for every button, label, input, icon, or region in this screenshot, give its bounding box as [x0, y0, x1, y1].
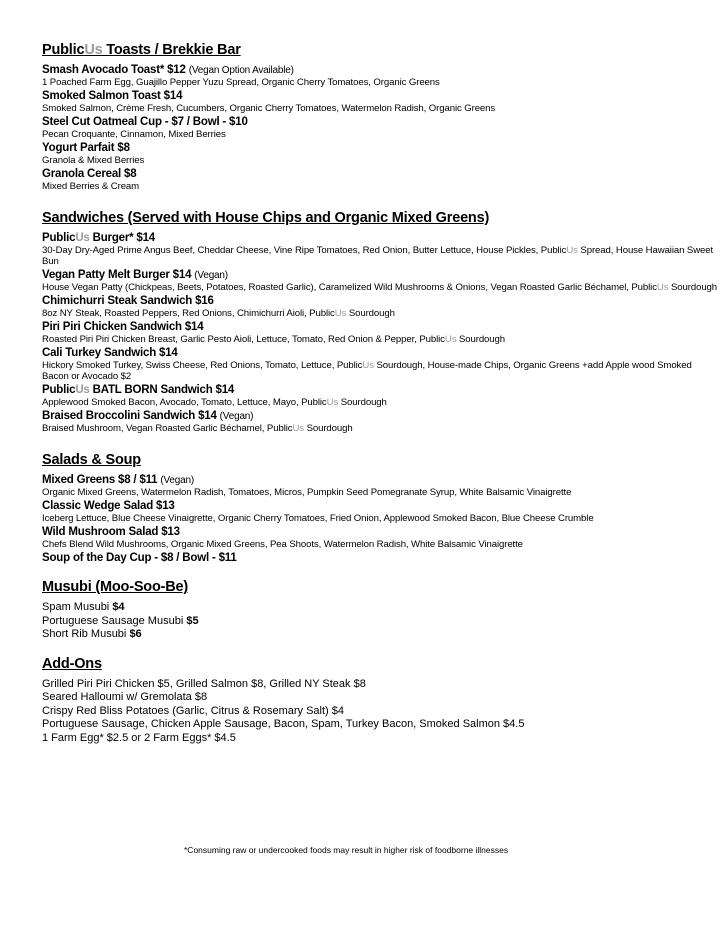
- item-desc: Organic Mixed Greens, Watermelon Radish, Tomatoes, Micros, Pumpkin Seed Pomegranate Syrup, White Balsamic Vinaigrette: [42, 487, 572, 498]
- item-desc: Granola & Mixed Berries: [42, 155, 145, 166]
- item-name: PublicUs BATL BORN Sandwich $14: [42, 384, 235, 396]
- item-desc: Hickory Smoked Turkey, Swiss Cheese, Red Onions, Tomato, Lettuce, PublicUs Sourdough, House-made Chips, Organic Greens +add Apple wood Smoked Bacon or Avocado $2: [42, 360, 692, 382]
- section-title-musubi: Musubi (Moo-Soo-Be): [42, 579, 189, 595]
- menu-item: [42, 269, 720, 293]
- item-name: Smash Avocado Toast* $12: [42, 64, 186, 76]
- addon-item: Grilled Piri Piri Chicken $5, Grilled Salmon $8, Grilled NY Steak $8: [42, 677, 366, 690]
- menu-item: [42, 90, 720, 114]
- menu-item: [42, 526, 720, 550]
- item-name: Cali Turkey Sandwich $14: [42, 347, 178, 359]
- section-title-addons: Add-Ons: [42, 655, 102, 672]
- section-toasts: [42, 42, 720, 192]
- menu-item: [42, 295, 720, 319]
- item-name: Chimichurri Steak Sandwich $16: [42, 295, 214, 307]
- section-title-toasts: PublicUs Toasts / Brekkie Bar: [42, 42, 241, 58]
- menu-item: [42, 500, 720, 524]
- item-price: $4: [112, 601, 125, 613]
- menu-item: [42, 552, 720, 565]
- item-note: (Vegan): [194, 270, 228, 281]
- item-name: Steel Cut Oatmeal Cup - $7 / Bowl - $10: [42, 116, 248, 128]
- item-price: $5: [186, 614, 199, 627]
- item-desc: Braised Mushroom, Vegan Roasted Garlic Béchamel, PublicUs Sourdough: [42, 423, 353, 434]
- footer-disclaimer: *Consuming raw or undercooked foods may result in higher risk of foodborne illnesses: [184, 845, 509, 855]
- section-title-salads: Salads & Soup: [42, 452, 141, 468]
- item-desc: Roasted Piri Piri Chicken Breast, Garlic Pesto Aioli, Lettuce, Tomato, Red Onion & Pepper, PublicUs Sourdough: [42, 334, 505, 345]
- item-name: PublicUs Burger* $14: [42, 232, 155, 244]
- item-name: Smoked Salmon Toast $14: [42, 90, 183, 102]
- section-addons: [42, 656, 720, 746]
- item-name: Vegan Patty Melt Burger $14: [42, 269, 192, 281]
- addon-item: 1 Farm Egg* $2.5 or 2 Farm Eggs* $4.5: [42, 731, 236, 744]
- item-desc: 1 Poached Farm Egg, Guajillo Pepper Yuzu Spread, Organic Cherry Tomatoes, Organic Greens: [42, 77, 440, 88]
- section-sandwiches: [42, 210, 720, 434]
- menu-item: [42, 321, 720, 345]
- menu-item: [42, 615, 720, 629]
- item-desc: Mixed Berries & Cream: [42, 181, 140, 192]
- menu-item: [42, 116, 720, 140]
- menu-item: [42, 628, 720, 642]
- item-desc: 8oz NY Steak, Roasted Peppers, Red Onions, Chimichurri Aioli, PublicUs Sourdough: [42, 308, 395, 319]
- addon-item: Crispy Red Bliss Potatoes (Garlic, Citrus & Rosemary Salt) $4: [42, 704, 344, 717]
- item-name: Classic Wedge Salad $13: [42, 500, 175, 512]
- item-desc: Iceberg Lettuce, Blue Cheese Vinaigrette, Organic Cherry Tomatoes, Fried Onion, Applewood Smoked Bacon, Blue Cheese Crumble: [42, 513, 594, 524]
- menu-item: [42, 64, 720, 88]
- section-salads: [42, 452, 720, 565]
- item-name: Yogurt Parfait $8: [42, 142, 130, 154]
- menu-item: [42, 601, 720, 615]
- item-desc: 30-Day Dry-Aged Prime Angus Beef, Cheddar Cheese, Vine Ripe Tomatoes, Red Onion, Butter Lettuce, House Pickles, PublicUs Spread, House Hawaiian Sweet Bun: [42, 245, 714, 267]
- menu-item: [42, 232, 720, 267]
- item-note: (Vegan Option Available): [188, 65, 294, 76]
- item-name: Wild Mushroom Salad $13: [42, 526, 180, 538]
- item-name: Piri Piri Chicken Sandwich $14: [42, 321, 204, 333]
- section-musubi: [42, 579, 720, 642]
- section-title-sandwiches: Sandwiches (Served with House Chips and Organic Mixed Greens): [42, 210, 490, 226]
- item-name: Soup of the Day Cup - $8 / Bowl - $11: [42, 552, 237, 564]
- menu-item: [42, 410, 720, 434]
- item-note: (Vegan): [160, 475, 194, 486]
- menu-item: [42, 474, 720, 498]
- item-desc: Smoked Salmon, Crème Fresh, Cucumbers, Organic Cherry Tomatoes, Watermelon Radish, Organic Greens: [42, 103, 496, 114]
- addon-item: Portuguese Sausage, Chicken Apple Sausage, Bacon, Spam, Turkey Bacon, Smoked Salmon $4.5: [42, 718, 525, 730]
- menu-item: [42, 142, 720, 166]
- menu-item: [42, 384, 720, 408]
- item-desc: Pecan Croquante, Cinnamon, Mixed Berries: [42, 129, 226, 140]
- item-name: Portuguese Sausage Musubi: [42, 614, 187, 627]
- item-name: Mixed Greens $8 / $11: [42, 474, 158, 486]
- addon-item: Seared Halloumi w/ Gremolata $8: [42, 691, 208, 703]
- item-desc: House Vegan Patty (Chickpeas, Beets, Potatoes, Roasted Garlic), Caramelized Wild Mushrooms & Onions, Vegan Roasted Garlic Béchamel, PublicUs Sourdough: [42, 282, 718, 293]
- item-name: Granola Cereal $8: [42, 168, 137, 180]
- item-note: (Vegan): [219, 411, 254, 422]
- item-name: Short Rib Musubi: [42, 628, 130, 640]
- menu-item: [42, 347, 720, 382]
- menu-item: [42, 168, 720, 192]
- item-name: Braised Broccolini Sandwich $14: [42, 410, 217, 422]
- item-desc: Chefs Blend Wild Mushrooms, Organic Mixed Greens, Pea Shoots, Watermelon Radish, White Balsamic Vinaigrette: [42, 539, 523, 550]
- item-price: $6: [129, 628, 142, 640]
- item-desc: Applewood Smoked Bacon, Avocado, Tomato, Lettuce, Mayo, PublicUs Sourdough: [42, 397, 387, 408]
- item-name: Spam Musubi: [42, 601, 113, 613]
